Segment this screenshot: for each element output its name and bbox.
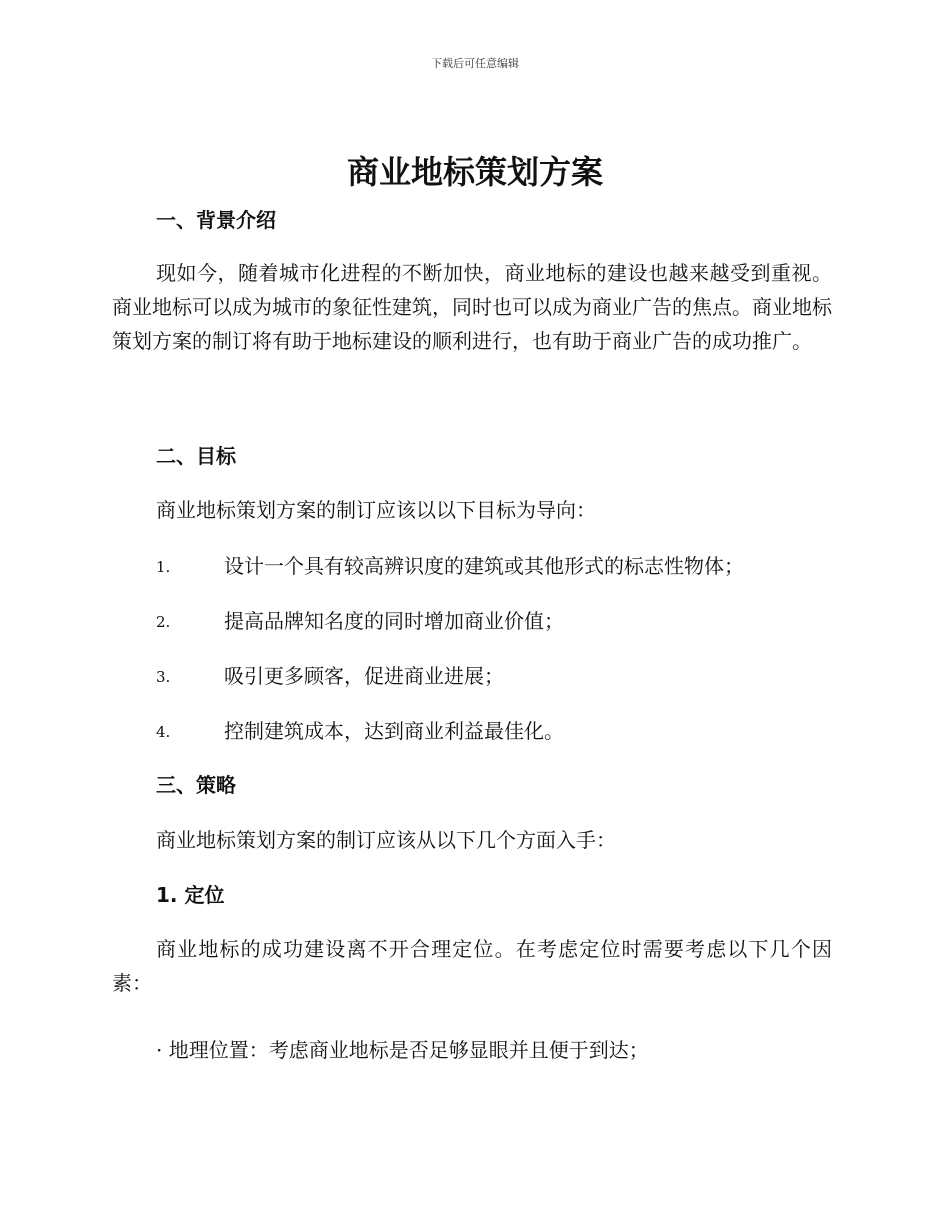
strategy-intro: 商业地标策划方案的制订应该从以下几个方面入手：	[156, 828, 616, 852]
list-item	[156, 607, 836, 635]
list-item-text: 吸引更多顾客，促进商业进展；	[224, 664, 504, 688]
list-item-number: 3.	[156, 668, 171, 686]
section-heading-background: 一、背景介绍	[156, 208, 276, 232]
list-item	[156, 717, 836, 745]
list-item-text: 设计一个具有较高辨识度的建筑或其他形式的标志性物体；	[224, 554, 744, 578]
subsection-heading-positioning: 1. 定位	[156, 883, 225, 907]
list-item	[156, 662, 836, 690]
list-item-number: 2.	[156, 613, 171, 631]
section-heading-strategy: 三、策略	[156, 773, 236, 797]
list-item	[156, 552, 836, 580]
list-item-text: 控制建筑成本，达到商业利益最佳化。	[224, 719, 564, 743]
list-item-text: 提高品牌知名度的同时增加商业价值；	[224, 609, 564, 633]
section-heading-goals: 二、目标	[156, 444, 236, 468]
goals-intro: 商业地标策划方案的制订应该以以下目标为导向：	[156, 498, 596, 522]
page-title: 商业地标策划方案	[346, 153, 603, 191]
bullet-geographic-location: · 地理位置：考虑商业地标是否足够显眼并且便于到达；	[156, 1038, 649, 1062]
positioning-paragraph: 商业地标的成功建设离不开合理定位。在考虑定位时需要考虑以下几个因素：	[112, 937, 832, 995]
background-paragraph: 现如今，随着城市化进程的不断加快，商业地标的建设也越来越受到重视。商业地标可以成为城市的象征性建筑，同时也可以成为商业广告的焦点。商业地标策划方案的制订将有助于地标建设的顺利进行，也有助于商业广告的成功推广。	[112, 261, 832, 353]
list-item-number: 4.	[156, 723, 171, 741]
header-note: 下载后可任意编辑	[431, 57, 519, 70]
list-item-number: 1.	[156, 558, 171, 576]
